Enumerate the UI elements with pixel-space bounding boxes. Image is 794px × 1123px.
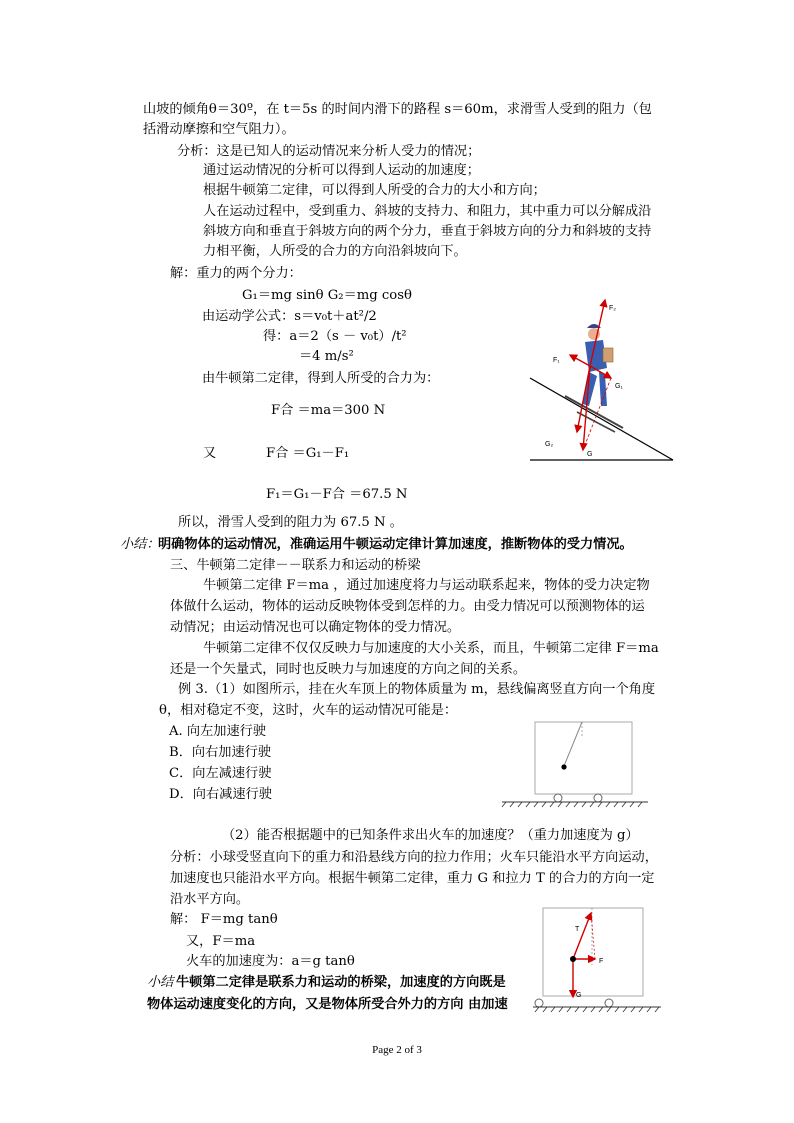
tension-t-arrow [573, 913, 591, 959]
problem-text-line-2: 括滑动摩擦和空气阻力）。 [143, 122, 295, 137]
net-force-relation: F合 ＝G₁－F₁ [266, 446, 350, 461]
analysis-line-3: 人在运动过程中，受到重力、斜坡的支持力、和阻力，其中重力可以分解成沿 [203, 204, 652, 219]
analysis-line-4: 斜坡方向和垂直于斜坡方向的两个分力，垂直于斜坡方向的分力和斜坡的支持 [203, 224, 652, 239]
label-g1: G₁ [615, 383, 623, 390]
part-two-question: （2）能否根据题中的已知条件求出火车的加速度？（重力加速度为 g） [222, 828, 639, 843]
train-car-outline-2 [543, 908, 643, 996]
wheel-left-2 [535, 999, 543, 1007]
option-b: B．向右加速行驶 [169, 745, 272, 760]
also-label: 又 [203, 446, 217, 461]
gravity-components: G₁＝mg sinθ G₂＝mg cosθ [242, 288, 412, 303]
label-t: T [575, 926, 580, 933]
label-f1: F₁ [553, 357, 560, 364]
label-g-3: G [576, 992, 582, 999]
newton-second-law-text: 由牛顿第二定律，得到人所受的合力为： [202, 371, 440, 386]
acceleration-value: ＝4 m/s² [299, 349, 354, 364]
wheel-right [594, 794, 602, 802]
net-force-equation: F合 ＝ma＝300 N [271, 403, 386, 418]
analysis-heading: 分析：这是已知人的运动情况来分析人受力的情况； [177, 144, 481, 159]
pendulum-string [564, 722, 582, 766]
wheel-left [554, 794, 562, 802]
analysis-line-1: 通过运动情况的分析可以得到人运动的加速度； [203, 163, 480, 178]
wheel-right-2 [605, 999, 613, 1007]
conclusion-line: 所以，滑雪人受到的阻力为 67.5 N 。 [178, 515, 403, 530]
resistance-equation: F₁＝G₁－F合 ＝67.5 N [266, 487, 408, 502]
part-two-analysis-2: 加速度也只能沿水平方向。根据牛顿第二定律，重力 G 和拉力 T 的合力的方向一定 [170, 871, 655, 886]
summary-label: 小结： [120, 537, 160, 552]
analysis-line-2: 根据牛顿第二定律，可以得到人所受的合力的大小和方向； [203, 183, 546, 198]
page-footer: Page 2 of 3 [372, 1044, 422, 1056]
section-three-heading: 三、牛顿第二定律－－联系力和运动的桥梁 [170, 558, 421, 573]
summary-text: 明确物体的运动情况，准确运用牛顿运动定律计算加速度，推断物体的受力情况。 [158, 537, 633, 552]
part-two-analysis-1: 分析：小球受竖直向下的重力和沿悬线方向的拉力作用；火车只能沿水平方向运动， [170, 850, 658, 865]
section-three-line-1: 牛顿第二定律 F＝ma ，通过加速度将力与运动联系起来，物体的受力决定物 [203, 578, 650, 593]
train-force-figure [533, 905, 663, 1015]
kinematics-formula: 由运动学公式：s＝v₀t＋at²/2 [202, 309, 377, 324]
skier-force-diagram [525, 292, 675, 464]
final-summary-line-2: 物体运动速度变化的方向，又是物体所受合外力的方向 由加速 [147, 997, 508, 1012]
problem-text-line-1: 山坡的倾角θ＝30º，在 t＝5s 的时间内滑下的路程 s＝60m，求滑雪人受到的阻力（包 [143, 102, 652, 117]
section-three-line-4: 牛顿第二定律不仅仅反映力与加速度的大小关系，而且，牛顿第二定律 F＝ma [203, 641, 659, 656]
acceleration-formula: 得：a＝2（s － v₀t）/t² [263, 329, 407, 344]
force-g-arrow [583, 366, 590, 450]
option-d: D．向右减速行驶 [169, 787, 272, 802]
train-car-outline [535, 722, 632, 794]
option-a: A. 向左加速行驶 [169, 724, 267, 739]
pendulum-bob-2 [570, 956, 576, 962]
section-three-line-5: 还是一个矢量式，同时也反映力与加速度的方向之间的关系。 [170, 662, 527, 677]
option-c: C．向左减速行驶 [169, 766, 272, 781]
pendulum-bob [561, 764, 566, 769]
example-three-line-2: θ，相对稳定不变，这时，火车的运动情况可能是： [159, 703, 458, 718]
label-g: G [587, 451, 593, 458]
part-two-solution-2: 又，F＝ma [186, 934, 256, 949]
part-two-solution-1: 解： F＝mg tanθ [170, 912, 278, 927]
example-three-line-1: 例 3.（1）如图所示，挂在火车顶上的物体质量为 m，悬线偏离竖直方向一个角度 [178, 682, 656, 697]
label-f: F [599, 958, 604, 965]
part-two-analysis-3: 沿水平方向。 [170, 892, 250, 907]
section-three-line-3: 动情况；由运动情况也可以确定物体的受力情况。 [170, 620, 461, 635]
train-pendulum-figure [500, 718, 650, 808]
final-summary-label: 小结 [147, 975, 174, 990]
label-f2: F₂ [609, 305, 616, 312]
label-g2: G₂ [545, 441, 554, 448]
skier-figure [565, 324, 623, 432]
final-summary-line-1: 牛顿第二定律是联系力和运动的桥梁，加速度的方向既是 [176, 975, 506, 990]
solution-heading: 解：重力的两个分力： [170, 266, 302, 281]
part-two-solution-3: 火车的加速度为：a＝g tanθ [186, 954, 355, 969]
analysis-line-5: 力相平衡，人所受的合力的方向沿斜坡向下。 [203, 244, 467, 259]
section-three-line-2: 体做什么运动，物体的运动反映物体受到怎样的力。由受力情况可以预测物体的运 [170, 599, 645, 614]
